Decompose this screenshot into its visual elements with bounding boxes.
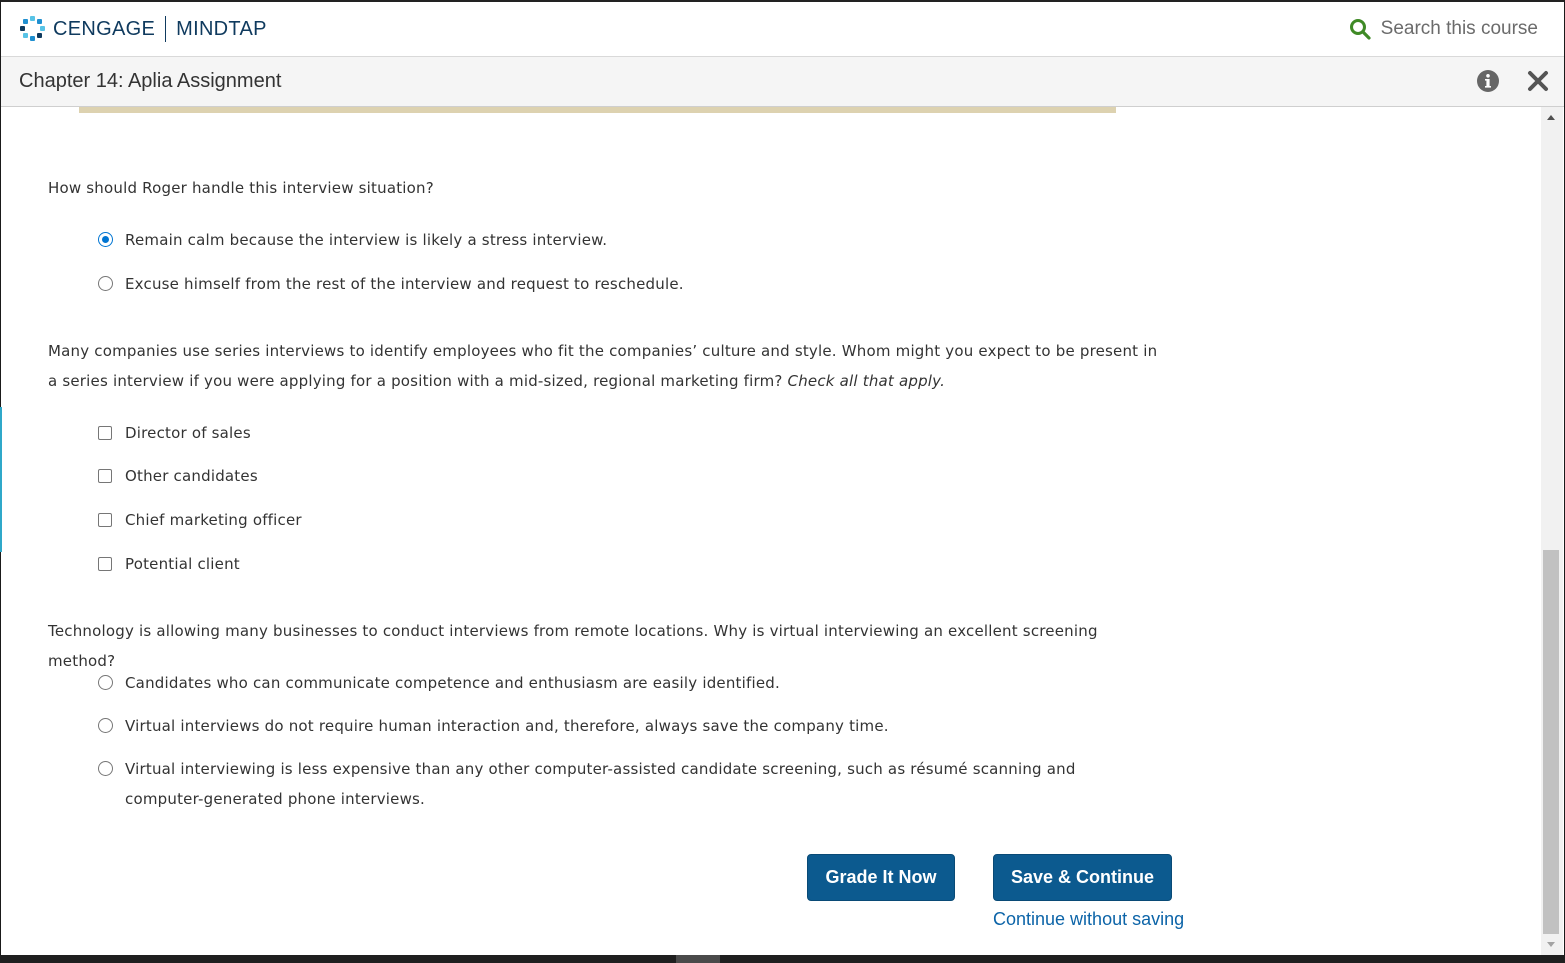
option-label: Director of sales	[125, 424, 251, 442]
question-3-option-3[interactable]	[98, 754, 1158, 814]
question-2-option-4[interactable]	[98, 549, 1158, 579]
option-label: Potential client	[125, 555, 240, 573]
option-label: Chief marketing officer	[125, 511, 302, 529]
radio-button[interactable]	[98, 761, 113, 776]
taskbar-tab	[676, 955, 720, 963]
option-label: Remain calm because the interview is likely a stress interview.	[125, 231, 608, 249]
grade-it-now-button[interactable]: Grade It Now	[807, 854, 955, 901]
taskbar-strip	[0, 955, 1565, 963]
question-3-option-1[interactable]	[98, 668, 1158, 698]
brand-cengage: CENGAGE	[53, 17, 156, 40]
option-label: Candidates who can communicate competence and enthusiasm are easily identified.	[125, 674, 780, 692]
checkbox[interactable]	[98, 513, 112, 527]
option-label: Virtual interviewing is less expensive than any other computer-assisted candidate screening, such as résumé scanning and computer-generated phone interviews.	[125, 760, 1076, 808]
scroll-down-arrow-icon[interactable]	[1547, 942, 1555, 947]
radio-button[interactable]	[98, 675, 113, 690]
question-2-option-1[interactable]	[98, 418, 1158, 448]
cengage-logo-icon	[19, 15, 47, 43]
question-1-option-2[interactable]	[98, 269, 1158, 299]
top-bar	[1, 2, 1564, 57]
question-2-text	[48, 336, 1158, 396]
option-label: Virtual interviews do not require human interaction and, therefore, always save the company time.	[125, 717, 889, 735]
question-1-option-1[interactable]	[98, 225, 1158, 255]
vertical-scrollbar[interactable]	[1541, 107, 1563, 955]
checkbox[interactable]	[98, 469, 112, 483]
question-2-instruction: Check all that apply.	[787, 372, 946, 390]
question-3-option-2[interactable]	[98, 711, 1158, 741]
checkbox[interactable]	[98, 426, 112, 440]
search-icon[interactable]	[1349, 18, 1371, 40]
brand-mindtap: MINDTAP	[176, 17, 267, 40]
close-icon[interactable]	[1526, 69, 1550, 93]
checkbox[interactable]	[98, 557, 112, 571]
left-accent-line	[0, 407, 2, 552]
question-1-text: How should Roger handle this interview situation?	[48, 179, 434, 197]
gold-divider	[79, 107, 1116, 113]
option-label: Excuse himself from the rest of the interview and request to reschedule.	[125, 275, 684, 293]
assignment-content	[1, 107, 1541, 955]
brand-divider	[165, 16, 166, 42]
radio-button[interactable]	[98, 276, 113, 291]
question-2-prompt: Many companies use series interviews to identify employees who fit the companies’ culture and style. Whom might you expect to be present in a series interview if you were applying for a position with a mid-sized, regional marketing firm?	[48, 342, 1158, 390]
save-and-continue-button[interactable]: Save & Continue	[993, 854, 1172, 901]
cengage-logo[interactable]	[19, 14, 267, 44]
chapter-bar	[1, 57, 1564, 107]
scroll-thumb[interactable]	[1543, 550, 1559, 934]
course-search[interactable]	[1349, 18, 1538, 40]
continue-without-saving-link[interactable]: Continue without saving	[993, 909, 1185, 929]
scroll-up-arrow-icon[interactable]	[1547, 115, 1555, 120]
page-title: Chapter 14: Aplia Assignment	[19, 70, 282, 92]
question-2-option-2[interactable]	[98, 461, 1158, 491]
option-label: Other candidates	[125, 467, 258, 485]
radio-button-selected[interactable]	[98, 232, 113, 247]
info-icon[interactable]	[1476, 69, 1500, 93]
question-2-option-3[interactable]	[98, 505, 1158, 535]
search-input[interactable]: Search this course	[1380, 18, 1538, 39]
radio-button[interactable]	[98, 718, 113, 733]
question-3-text: Technology is allowing many businesses to conduct interviews from remote locations. Why is virtual interviewing an excellent screening method?	[48, 622, 1098, 670]
